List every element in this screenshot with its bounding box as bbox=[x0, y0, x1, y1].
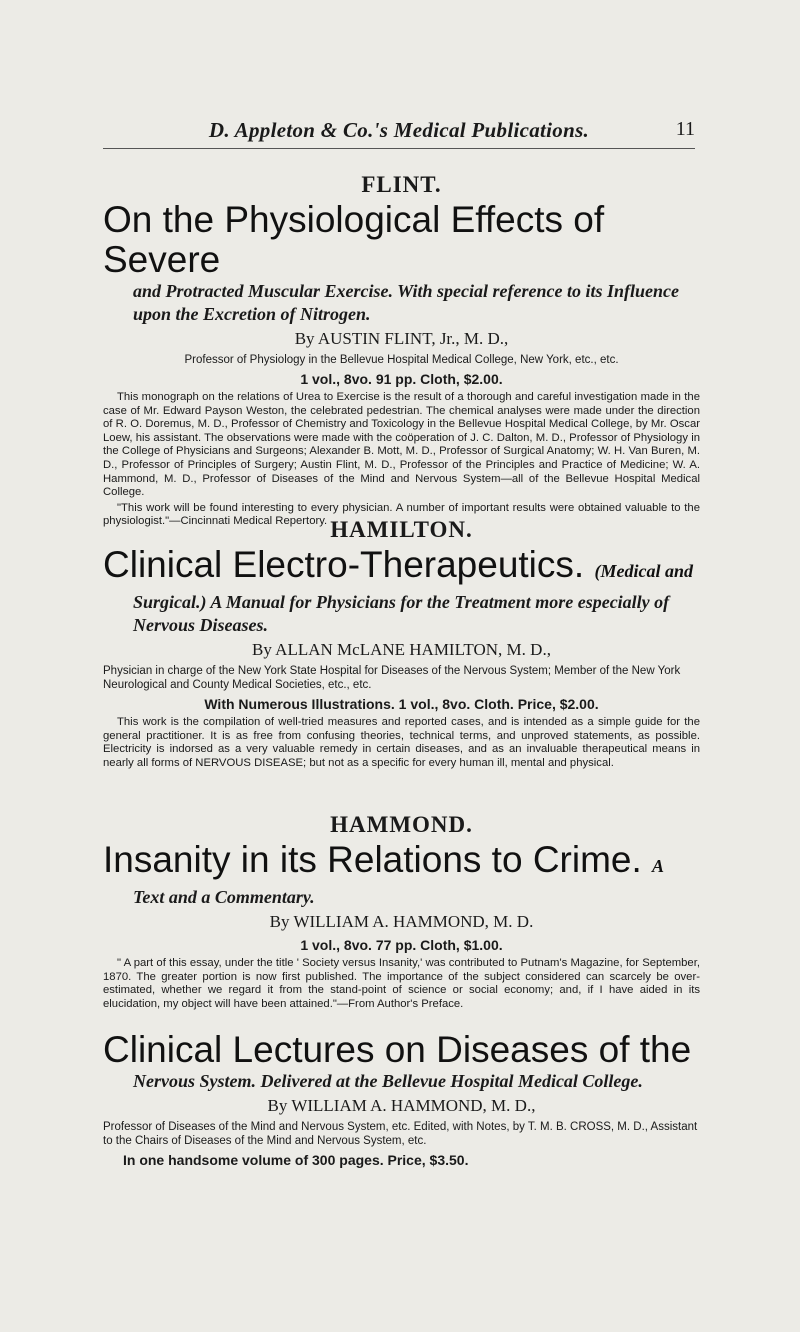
book-title: Clinical Lectures on Diseases of the bbox=[103, 1029, 692, 1070]
book-title: On the Physiological Effects of Severe bbox=[103, 199, 605, 280]
author-credentials: Professor of Diseases of the Mind and Nervous System, etc. Edited, with Notes, by T. M. B. CROSS, M. D., Assistant to the Chairs of Diseases of the Mind and Nervous System, etc. bbox=[103, 1121, 698, 1147]
entry-hammond bbox=[103, 812, 700, 1011]
book-title-suffix: A bbox=[652, 856, 665, 876]
price-line: 1 vol., 8vo. 91 pp. Cloth, $2.00. bbox=[300, 371, 503, 387]
book-subtitle: Nervous System. Delivered at the Bellevue Hospital Medical College. bbox=[133, 1071, 643, 1091]
book-subtitle: and Protracted Muscular Exercise. With special reference to its Influence upon the Excretion of Nitrogen. bbox=[133, 281, 679, 324]
price-line: With Numerous Illustrations. 1 vol., 8vo. Cloth. Price, $2.00. bbox=[204, 696, 599, 712]
author-credentials: Professor of Physiology in the Bellevue Hospital Medical College, New York, etc., etc. bbox=[184, 354, 619, 366]
entry-flint bbox=[103, 172, 700, 529]
price-line: In one handsome volume of 300 pages. Price, $3.50. bbox=[123, 1152, 469, 1168]
byline: By WILLIAM A. HAMMOND, M. D. bbox=[269, 912, 534, 931]
book-description: " A part of this essay, under the title ' Society versus Insanity,' was contributed to Putnam's Magazine, for September, 1870. The greater portion is now first published. The importance of the subject considered can scarcely be over-estimated, whether we regard it from the stand-point of science or social economy; and, if I have aided in its elucidation, my object will have been attained."—From Author's Preface. bbox=[103, 957, 700, 1010]
price-line: 1 vol., 8vo. 77 pp. Cloth, $1.00. bbox=[300, 937, 503, 953]
author-credentials: Physician in charge of the New York State Hospital for Diseases of the Nervous System; Member of the New York Neurological and County Medical Societies, etc., etc. bbox=[103, 665, 681, 691]
book-description: This work is the compilation of well-tried measures and reported cases, and is intended as a simple guide for the general practitioner. It is as free from confusing theories, technical terms, and unproved statements, as possible. Electricity is indorsed as a very valuable remedy in certain diseases, and as an invaluable therapeutical means in nearly all forms of NERVOUS DISEASE; but not as a specific for every human ill, mental and physical. bbox=[103, 716, 700, 769]
book-subtitle: Surgical.) A Manual for Physicians for the Treatment more especially of Nervous Diseases. bbox=[133, 592, 670, 635]
book-subtitle: Text and a Commentary. bbox=[133, 887, 315, 907]
author-heading: HAMILTON. bbox=[330, 517, 473, 542]
book-title-line bbox=[103, 545, 700, 591]
author-heading: FLINT. bbox=[361, 172, 442, 197]
entry-hamilton bbox=[103, 517, 700, 770]
byline: By ALLAN McLANE HAMILTON, M. D., bbox=[252, 640, 551, 659]
running-header-title: D. Appleton & Co.'s Medical Publications. bbox=[208, 118, 590, 142]
byline: By AUSTIN FLINT, Jr., M. D., bbox=[294, 329, 509, 348]
author-heading: HAMMOND. bbox=[330, 812, 473, 837]
byline: By WILLIAM A. HAMMOND, M. D., bbox=[267, 1096, 536, 1115]
entry-clinical-lectures bbox=[103, 1030, 700, 1170]
review-quote: "This work will be found interesting to every physician. A number of important results were obtained valuable to the physiologist."—Cincinnati Medical Repertory. bbox=[103, 501, 700, 528]
book-title-line bbox=[103, 840, 700, 886]
book-title: Insanity in its Relations to Crime. bbox=[103, 839, 642, 880]
running-header bbox=[103, 118, 695, 149]
book-title-suffix: (Medical and bbox=[594, 561, 693, 581]
book-title: Clinical Electro-Therapeutics. bbox=[103, 544, 585, 585]
page-number: 11 bbox=[675, 118, 695, 140]
book-description: This monograph on the relations of Urea to Exercise is the result of a thorough and careful investigation made in the case of Mr. Edward Payson Weston, the celebrated pedestrian. The chemical analyses were made under the direction of R. O. Doremus, M. D., Professor of Chemistry and Toxicology in the Bellevue Hospital Medical College, by Mr. Oscar Loew, his assistant. The observations were made with the coöperation of J. C. Dalton, M. D., Professor of Physiology in the College of Physicians and Surgeons; Alexander B. Mott, M. D., Professor of Surgical Anatomy; W. H. Van Buren, M. D., Professor of Principles of Surgery; Austin Flint, M. D., Professor of the Principles and Practice of Medicine; W. A. Hammond, M. D., Professor of Diseases of the Mind and Nervous System—all of the Bellevue Hospital Medical College. bbox=[103, 391, 700, 499]
